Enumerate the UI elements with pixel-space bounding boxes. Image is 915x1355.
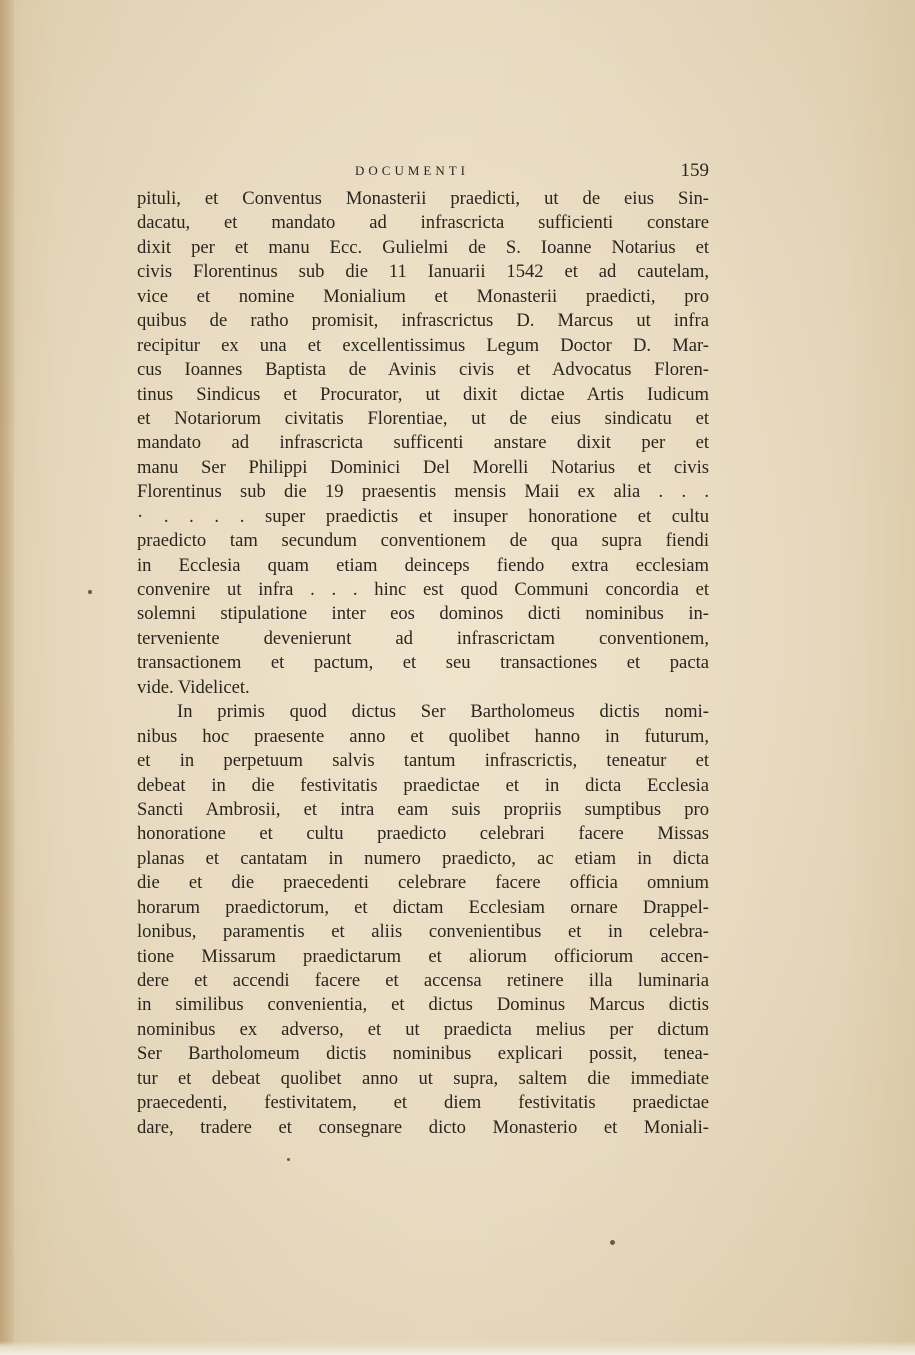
text-line: honoratione et cultu praedicto celebrari facere Missas [137, 823, 709, 845]
text-line: nominibus ex adverso, et ut praedicta melius per dictum [137, 1018, 709, 1040]
text-line: tinus Sindicus et Procurator, ut dixit dictae Artis Iudicum [137, 383, 709, 405]
text-line: convenire ut infra . . . hinc est quod Communi concordia et [137, 579, 709, 600]
text-line: mandato ad infrascricta sufficenti anstare dixit per et [137, 432, 709, 454]
paper-speck [610, 1240, 615, 1245]
text-line: lonibus, paramentis et aliis convenientibus et in celebra- [137, 921, 709, 943]
text-line: pituli, et Conventus Monasterii praedicti, ut de eius Sin- [137, 188, 709, 209]
page-header [137, 160, 709, 184]
text-line: planas et cantatam in numero praedicto, ac etiam in dicta [137, 847, 709, 869]
text-line: debeat in die festivitatis praedictae et in dicta Ecclesia [137, 774, 709, 796]
text-line: et Notariorum civitatis Florentiae, ut de eius sindicatu et [137, 407, 709, 429]
text-line: praedicto tam secundum conventionem de qua supra fiendi [137, 530, 709, 552]
text-line: vice et nomine Monialium et Monasterii praedicti, pro [137, 285, 709, 307]
text-line: civis Florentinus sub die 11 Ianuarii 1542 et ad cautelam, [137, 261, 709, 283]
paragraph-first-line: In primis quod dictus Ser Bartholomeus dictis nomi- [177, 701, 709, 723]
text-line: dacatu, et mandato ad infrascricta sufficienti constare [137, 212, 709, 234]
text-line: quibus de ratho promisit, infrascrictus D. Marcus ut infra [137, 310, 709, 332]
text-line: Florentinus sub die 19 praesentis mensis Maii ex alia . . . [137, 481, 709, 503]
text-line: nibus hoc praesente anno et quolibet hanno in futurum, [137, 725, 709, 747]
paper-speck [287, 1158, 290, 1161]
text-line: manu Ser Philippi Dominici Del Morelli Notarius et civis [137, 456, 709, 478]
text-line: terveniente devenierunt ad infrascrictam conventionem, [137, 627, 709, 649]
running-head: DOCUMENTI [355, 163, 469, 178]
text-line: in Ecclesia quam etiam deinceps fiendo extra ecclesiam [137, 554, 709, 576]
paper-speck [88, 590, 92, 594]
text-line: dare, tradere et consegnare dicto Monasterio et Moniali- [137, 1116, 709, 1138]
text-line: dere et accendi facere et accensa retinere illa luminaria [137, 970, 709, 991]
document-body [137, 187, 709, 1140]
text-line: tur et debeat quolibet anno ut supra, saltem die immediate [137, 1067, 709, 1089]
text-line: praecedenti, festivitatem, et diem festivitatis praedictae [137, 1092, 709, 1114]
text-line: horarum praedictorum, et dictam Ecclesiam ornare Drappel- [137, 896, 709, 918]
text-line: die et die praecedenti celebrare facere officia omnium [137, 872, 709, 894]
text-line: cus Ioannes Baptista de Avinis civis et Advocatus Floren- [137, 359, 709, 381]
text-line: transactionem et pactum, et seu transactiones et pacta [137, 652, 709, 674]
text-line: Ser Bartholomeum dictis nominibus explicari possit, tenea- [137, 1043, 709, 1065]
text-line: dixit per et manu Ecc. Gulielmi de S. Ioanne Notarius et [137, 236, 709, 258]
text-line: · . . . . super praedictis et insuper honoratione et cultu [137, 505, 709, 527]
text-line: in similibus convenientia, et dictus Dominus Marcus dictis [137, 994, 709, 1016]
text-line: et in perpetuum salvis tantum infrascrictis, teneatur et [137, 750, 709, 772]
text-line: Sancti Ambrosii, et intra eam suis propriis sumptibus pro [137, 798, 709, 820]
page-bottom-edge [0, 1341, 915, 1355]
text-line: tione Missarum praedictarum et aliorum officiorum accen- [137, 945, 709, 967]
page-number: 159 [680, 160, 709, 181]
text-line: solemni stipulatione inter eos dominos dicti nominibus in- [137, 603, 709, 625]
paragraph-end-line: vide. Videlicet. [137, 676, 250, 698]
page-edge-shadow [0, 0, 14, 1355]
text-line: recipitur ex una et excellentissimus Legum Doctor D. Mar- [137, 334, 709, 356]
